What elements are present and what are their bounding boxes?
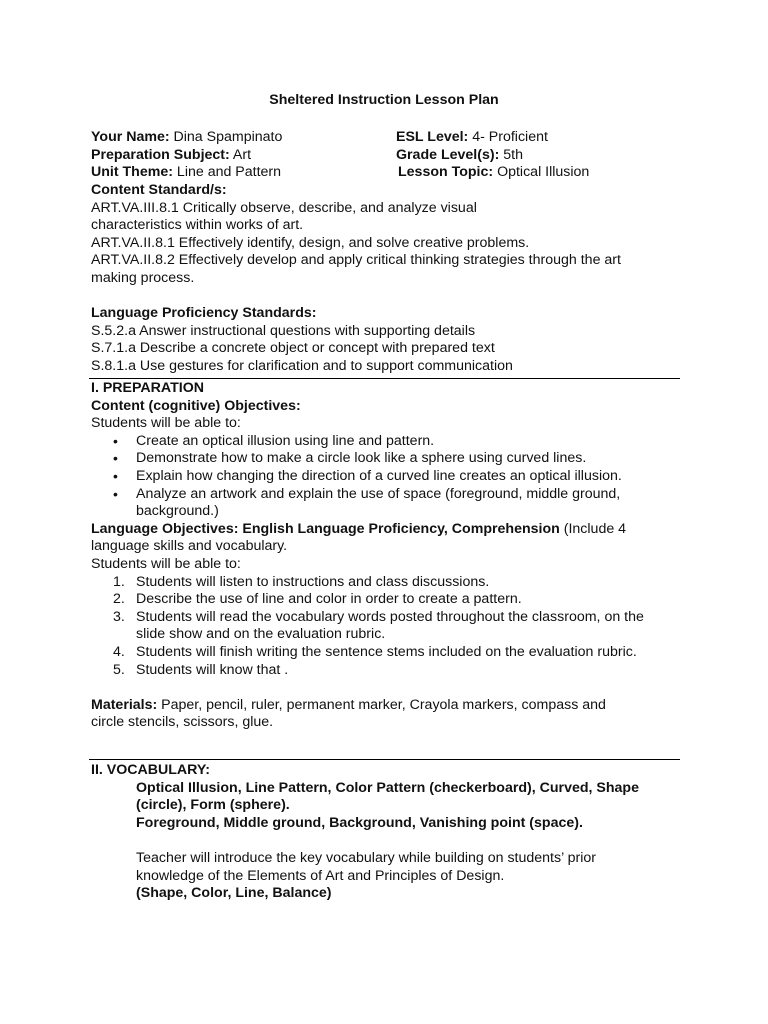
materials-label: Materials: <box>91 696 158 713</box>
theme-row <box>91 164 281 182</box>
item-number: 5. <box>113 661 125 678</box>
objective-item: • Explain how changing the direction of a curved line creates an optical illusion. <box>91 468 691 486</box>
content-standard-line: ART.VA.III.8.1 Critically observe, describe, and analyze visual <box>91 199 477 216</box>
item-number: 2. <box>113 591 125 608</box>
theme-label: Unit Theme: <box>91 164 173 180</box>
numbered-item: 2. Describe the use of line and color in order to create a pattern. <box>113 591 522 608</box>
grade-row <box>396 147 523 165</box>
objective-item: • Create an optical illusion using line and pattern. <box>91 433 691 451</box>
materials-value: Paper, pencil, ruler, permanent marker, Crayola markers, compass and <box>157 696 606 713</box>
content-objectives-heading: Content (cognitive) Objectives: <box>91 397 301 414</box>
objective-item-continued: background.) <box>136 503 219 520</box>
content-standard-line: making process. <box>91 269 195 286</box>
numbered-item-continued: slide show and on the evaluation rubric. <box>136 626 386 643</box>
numbered-item: 4. Students will finish writing the sentence stems included on the evaluation rubric. <box>113 643 637 660</box>
teacher-intro-line: Teacher will introduce the key vocabulary while building on students’ prior <box>136 849 597 866</box>
content-standard-line: characteristics within works of art. <box>91 217 304 234</box>
numbered-item: 5. Students will know that . <box>113 661 289 678</box>
language-standard-line: S.7.1.a Describe a concrete object or concept with prepared text <box>91 340 495 357</box>
page-title: Sheltered Instruction Lesson Plan <box>269 92 499 108</box>
language-standards-heading: Language Proficiency Standards: <box>91 305 317 322</box>
grade-label: Grade Level(s): <box>396 147 500 163</box>
subject-value: Art <box>229 147 252 163</box>
section-divider <box>89 378 680 379</box>
numbered-item: 1. Students will listen to instructions and class discussions. <box>113 573 490 590</box>
theme-value: Line and Pattern <box>172 164 282 180</box>
topic-value: Optical Illusion <box>493 164 590 180</box>
item-number: 1. <box>113 573 125 590</box>
numbered-item: 3. Students will read the vocabulary words posted throughout the classroom, on the <box>113 608 644 625</box>
language-objectives-row <box>91 521 691 539</box>
preparation-section <box>91 380 691 732</box>
vocabulary-closing: (Shape, Color, Line, Balance) <box>136 885 332 902</box>
subject-label: Preparation Subject: <box>91 147 230 163</box>
content-objectives-list <box>91 433 691 503</box>
language-objectives-list <box>91 574 691 627</box>
objective-item: • Analyze an artwork and explain the use of space (foreground, middle ground, <box>91 486 691 504</box>
vocabulary-terms-line: Optical Illusion, Line Pattern, Color Pattern (checkerboard), Curved, Shape <box>136 779 639 796</box>
item-number: 4. <box>113 643 125 660</box>
vocabulary-section <box>91 762 691 903</box>
esl-value: 4- Proficient <box>468 129 548 145</box>
vocabulary-heading: II. VOCABULARY: <box>91 762 211 778</box>
section-divider <box>89 759 680 760</box>
content-standard-line: ART.VA.II.8.2 Effectively develop and apply critical thinking strategies through the art <box>91 252 621 269</box>
language-objectives-note: (Include 4 <box>559 520 627 537</box>
grade-value: 5th <box>499 147 523 163</box>
vocabulary-terms-line: (circle), Form (sphere). <box>136 797 290 814</box>
esl-row <box>396 129 548 147</box>
subject-row <box>91 147 251 165</box>
materials-continued: circle stencils, scissors, glue. <box>91 714 274 731</box>
topic-label: Lesson Topic: <box>398 164 494 180</box>
standards-section <box>91 182 691 376</box>
language-objectives-note-continued: language skills and vocabulary. <box>91 538 288 555</box>
preparation-heading: I. PREPARATION <box>91 380 204 396</box>
content-standard-line: ART.VA.II.8.1 Effectively identify, design, and solve creative problems. <box>91 234 530 251</box>
language-objectives-heading: Language Objectives: English Language Proficiency, Comprehension <box>91 520 560 537</box>
topic-row <box>398 164 589 182</box>
language-standard-line: S.5.2.a Answer instructional questions with supporting details <box>91 322 476 339</box>
item-number: 3. <box>113 608 125 625</box>
content-standards-heading: Content Standard/s: <box>91 182 227 198</box>
language-objectives-list-cont <box>91 644 691 679</box>
materials-row <box>91 697 691 715</box>
teacher-intro-line: knowledge of the Elements of Art and Principles of Design. <box>136 867 505 884</box>
vocabulary-terms-line: Foreground, Middle ground, Background, Vanishing point (space). <box>136 814 583 831</box>
students-intro: Students will be able to: <box>91 415 241 432</box>
name-label: Your Name: <box>91 129 170 145</box>
name-row <box>91 129 282 147</box>
name-value: Dina Spampinato <box>169 129 283 145</box>
objective-item: • Demonstrate how to make a circle look like a sphere using curved lines. <box>91 450 691 468</box>
language-standard-line: S.8.1.a Use gestures for clarification and to support communication <box>91 357 513 374</box>
esl-label: ESL Level: <box>396 129 469 145</box>
students-intro-2: Students will be able to: <box>91 555 241 572</box>
